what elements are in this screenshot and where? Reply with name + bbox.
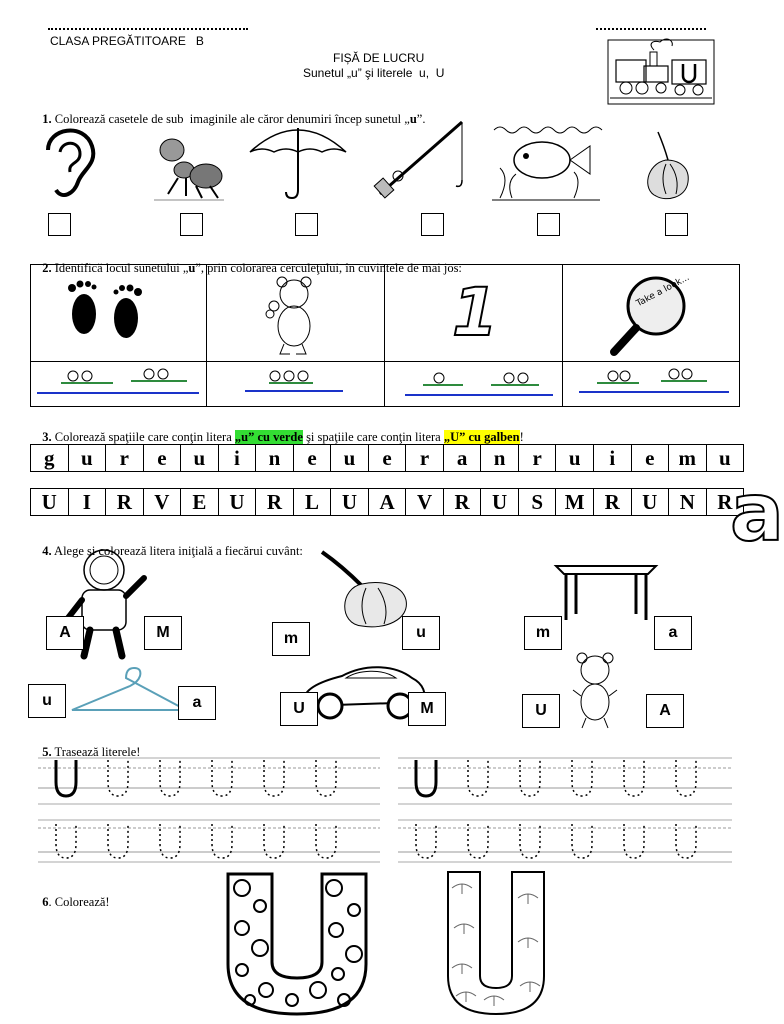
checkbox-umbrella[interactable]	[295, 213, 318, 236]
letter-box-A-bear[interactable]: A	[646, 694, 684, 728]
teddy-bear-flowers-icon	[262, 272, 324, 356]
task3-end: !	[519, 430, 524, 444]
letter-box-U-bear[interactable]: U	[522, 694, 560, 728]
checkbox-ant[interactable]	[180, 213, 203, 236]
task5-text: Trasează literele!	[51, 745, 141, 759]
uppercase-letter-cell[interactable]: V	[144, 489, 182, 515]
umbrella-letter-u-coloring[interactable]	[444, 868, 548, 1018]
letter-box-a-hanger[interactable]: a	[178, 686, 216, 720]
class-label: CLASA PREGĂTITOARE B	[50, 34, 204, 48]
lowercase-letter-cell[interactable]: u	[718, 445, 731, 470]
letter-box-m-table[interactable]: m	[524, 616, 562, 650]
letter-box-u-hanger[interactable]: u	[28, 684, 66, 718]
uppercase-letter-cell[interactable]: U	[31, 489, 69, 515]
task3-green-highlight: „u” cu verde	[234, 430, 303, 444]
uppercase-letter-cell[interactable]: U	[481, 489, 519, 515]
table-icon	[552, 558, 660, 622]
task3-instruction	[36, 415, 524, 445]
bear-icon	[570, 648, 620, 730]
letter-row-uppercase	[30, 488, 744, 516]
worksheet-title: FIȘĂ DE LUCRU	[333, 51, 425, 65]
task1-number: 1.	[42, 112, 52, 126]
task2-text: Identifică locul sunetului „	[51, 261, 189, 275]
lowercase-letter-cell[interactable]: e	[369, 445, 407, 471]
letter-box-m-garlic[interactable]: m	[272, 622, 310, 656]
garlic-icon	[640, 130, 692, 202]
uppercase-letter-cell[interactable]: U	[331, 489, 369, 515]
uppercase-letter-cell[interactable]: U	[219, 489, 257, 515]
uppercase-letter-cell[interactable]: S	[519, 489, 557, 515]
ear-icon	[36, 120, 100, 204]
lowercase-letter-cell[interactable]: r	[106, 445, 144, 471]
letter-row-lowercase	[30, 444, 744, 472]
checkbox-garlic[interactable]	[665, 213, 688, 236]
letter-box-a-table[interactable]: a	[654, 616, 692, 650]
lowercase-letter-cell[interactable]: i	[219, 445, 257, 471]
task1-end: ”.	[416, 112, 426, 126]
lowercase-letter-cell[interactable]: r	[519, 445, 557, 471]
letter-box-M-car[interactable]: M	[408, 692, 446, 726]
lowercase-letter-cell[interactable]: u	[556, 445, 594, 471]
task1-bold: u	[409, 112, 417, 126]
checkbox-ear[interactable]	[48, 213, 71, 236]
uppercase-letter-cell[interactable]: E	[181, 489, 219, 515]
checkbox-fish[interactable]	[537, 213, 560, 236]
ant-icon	[150, 130, 228, 202]
uppercase-letter-cell[interactable]: L	[294, 489, 332, 515]
magnifier-text: Take a look...	[634, 272, 692, 310]
letter-box-u-garlic[interactable]: u	[402, 616, 440, 650]
uppercase-letter-cell[interactable]: M	[556, 489, 594, 515]
uppercase-letter-cell[interactable]: U	[632, 489, 670, 515]
checkbox-fishing-rod[interactable]	[421, 213, 444, 236]
letter-box-U-car[interactable]: U	[280, 692, 318, 726]
lowercase-letter-cell[interactable]: e	[294, 445, 332, 471]
uppercase-letter-cell[interactable]: I	[69, 489, 107, 515]
task2-bold: u	[188, 261, 196, 275]
lowercase-letter-cell[interactable]: u	[181, 445, 219, 471]
letter-box-M-astronaut[interactable]: M	[144, 616, 182, 650]
lowercase-letter-cell[interactable]: i	[594, 445, 632, 471]
task3-number: 3.	[42, 430, 52, 444]
number-one-image: 1	[452, 274, 498, 351]
uppercase-letter-cell[interactable]: R	[444, 489, 482, 515]
fish-icon	[490, 122, 602, 204]
lowercase-letter-cell[interactable]: u	[69, 445, 107, 471]
worksheet-subtitle: Sunetul „u” şi literele u, U	[303, 66, 445, 80]
magnifier-icon	[606, 272, 696, 358]
lowercase-letter-cell[interactable]: e	[144, 445, 182, 471]
lowercase-letter-cell[interactable]: n	[256, 445, 294, 471]
task3-yellow-highlight: „U” cu galben	[443, 430, 520, 444]
dotted-letter-u-coloring[interactable]	[222, 866, 372, 1018]
task6-instruction	[36, 880, 110, 910]
lowercase-letter-cell[interactable]: a	[444, 445, 482, 471]
fishing-rod-icon	[372, 116, 470, 200]
letter-box-A-astronaut[interactable]: A	[46, 616, 84, 650]
lowercase-letter-cell[interactable]: r	[406, 445, 444, 471]
sound-circles-row[interactable]	[31, 361, 738, 405]
train-image	[606, 38, 716, 106]
uppercase-letter-cell[interactable]: R	[256, 489, 294, 515]
task2-end: ”, prin colorarea cerculeţului, în cuvintele de mai jos:	[195, 261, 462, 275]
umbrella-icon	[248, 118, 348, 200]
date-line[interactable]	[596, 28, 706, 30]
task2-number: 2.	[42, 261, 52, 275]
uppercase-letter-cell[interactable]: A	[369, 489, 407, 515]
task1-text: Colorează casetele de sub imaginile ale căror denumiri încep sunetul „	[51, 112, 410, 126]
lowercase-letter-cell[interactable]: n	[481, 445, 519, 471]
uppercase-letter-cell[interactable]: R	[594, 489, 632, 515]
uppercase-letter-cell[interactable]: V	[406, 489, 444, 515]
task6-number: 6	[42, 895, 49, 909]
task3-mid: şi spaţiile care conţin litera	[302, 430, 444, 444]
footprints-icon	[60, 278, 150, 342]
task4-text: Alege şi colorează litera iniţială a fiecărui cuvânt:	[51, 544, 303, 558]
side-letter-a: a	[730, 466, 784, 559]
uppercase-letter-cell[interactable]: R	[106, 489, 144, 515]
name-line[interactable]	[48, 28, 248, 30]
garlic-icon-2	[318, 548, 414, 630]
tracing-area[interactable]	[0, 744, 768, 868]
uppercase-letter-cell[interactable]: N	[669, 489, 707, 515]
task6-text: . Colorează!	[48, 895, 110, 909]
hanger-icon	[68, 658, 190, 716]
lowercase-letter-cell[interactable]: m	[669, 445, 707, 471]
task4-number: 4.	[42, 544, 52, 558]
lowercase-letter-cell[interactable]: g	[31, 445, 69, 471]
task3-text: Colorează spaţiile care conţin litera	[51, 430, 235, 444]
lowercase-letter-cell[interactable]: u	[331, 445, 369, 471]
task5-number: 5.	[42, 745, 52, 759]
lowercase-letter-cell[interactable]: e	[632, 445, 670, 471]
uppercase-letter-cell[interactable]: R	[717, 489, 733, 514]
